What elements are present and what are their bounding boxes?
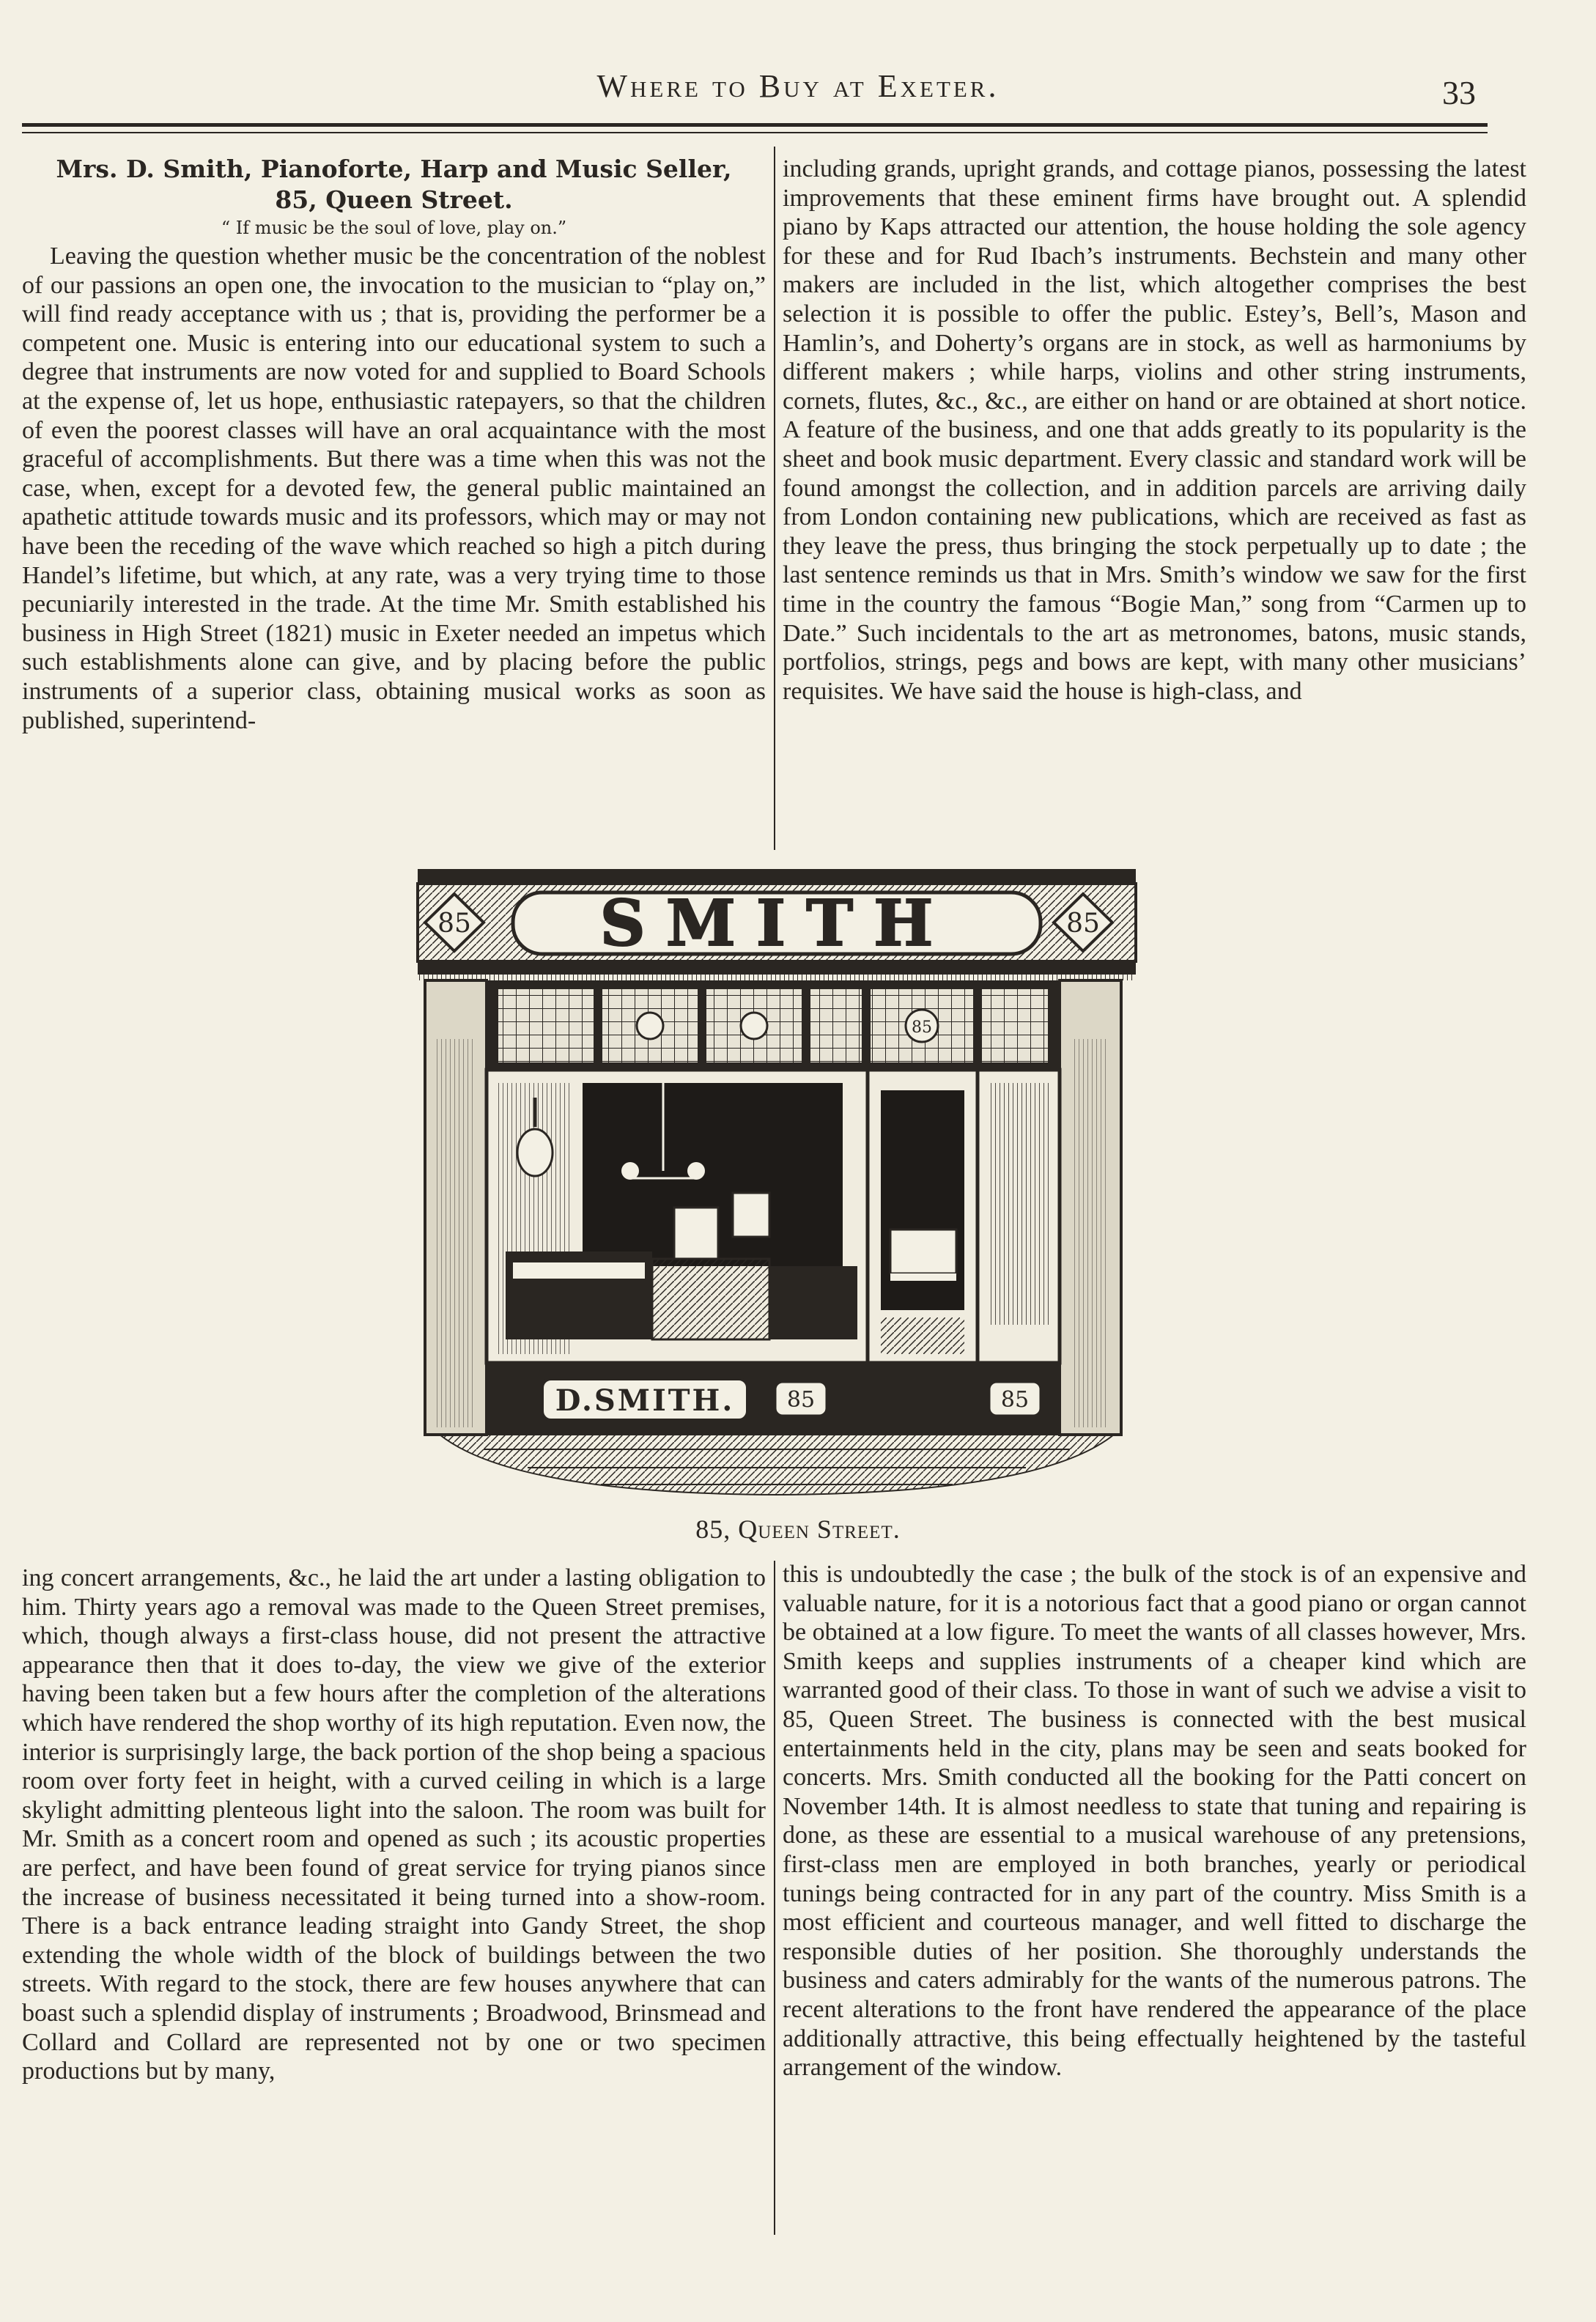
shopfront-illustration (410, 863, 1143, 1501)
svg-text:85: 85 (912, 1018, 932, 1037)
running-head: Where to Buy at Exeter. (596, 68, 1000, 104)
sign-text: SMITH (599, 887, 954, 961)
paragraph: Leaving the question whether music be the concentration of the noblest of our passions an open one, the invocation to the musician to “play on,” will find ready acceptance with us ; that is, providing the performer be a competent one. Music is entering into our educational system to such a degree that instruments are now voted for and supplied to Board Schools at the expense of, let us hope, enthusiastic ratepayers, so that the children of even the poorest classes will have an oral acquaintance with the most graceful of accomplishments. But there was a time when this was not the case, when, except for a devoted few, the general public maintained an apathetic attitude towards music and its professors, which may or may not have been the receding of the wave which reached so high a pitch during Handel’s lifetime, but which, at any rate, was a very trying time to those pecuniarily interested in the trade. At the time Mr. Smith established his business in High Street (1821) music in Exeter needed an impetus which such establishments alone can give, and by placing before the public instruments of a superior class, obtaining musical works as soon as published, superintend- (22, 243, 766, 734)
pavement (440, 1435, 1114, 1495)
svg-text:85: 85 (1066, 909, 1100, 939)
svg-text:85: 85 (437, 909, 471, 939)
svg-text:85: 85 (1000, 1387, 1030, 1413)
header-rule (22, 123, 1488, 127)
number-plate-door (989, 1382, 1041, 1416)
number-plate-step (775, 1382, 827, 1416)
header-rule-thin (22, 132, 1488, 133)
column-divider-top (774, 147, 775, 850)
paragraph: including grands, upright grands, and cottage pianos, possessing the latest improvements that these eminent firms have brought out. A splendid piano by Kaps attracted our attention, the house holding the sole agency for these and for Rud Ibach’s instruments. Bechstein and many other makers are included in the list, which altogether comprises the best selection it is possible to offer the public. Estey’s, Bell’s, Mason and Hamlin’s, and Doherty’s organs are in stock, as well as harmoniums by different makers ; while harps, violins and other string instruments, cornets, flutes, &c., &c., are either on hand or are obtained at short notice. A feature of the business, and one that adds greatly to its popularity is the sheet and book music department. Every classic and standard work will be found amongst the collection, and in addition parcels are arriving daily from London containing new publications, which are received as fast as they leave the press, thus bringing the stock perpetually up to date ; the last sentence reminds us that in Mrs. Smith’s window we saw for the first time in the country the famous “Bogie Man,” song from “Carmen up to Date.” Such incidentals to the art as metronomes, batons, music stands, portfolios, strings, pegs and bows are kept, with many other musicians’ requisites. We have said the house is high-class, and (783, 155, 1526, 705)
illustration-caption: 85, Queen Street. (695, 1515, 901, 1544)
fascia-text: D.SMITH. (555, 1383, 735, 1418)
svg-text:85: 85 (786, 1387, 816, 1413)
column-left-bottom (22, 1564, 766, 2086)
paragraph: ing concert arrangements, &c., he laid the art under a lasting obligation to him. Thirty years ago a removal was made to the Queen Street premises, which, though always a first-class house, did not present the attractive appearance then that it does to-day, the view we give of the exterior having been taken but a few hours after the completion of the alterations which have rendered the shop worthy of its high reputation. Even now, the interior is surprisingly large, the back portion of the shop being a spacious room over forty feet in height, with a curved ceiling in which is a large skylight admitting plenteous light into the saloon. The room was built for Mr. Smith as a concert room and opened as such ; its acoustic properties are perfect, and have been found of great service for trying pianos since the increase of business necessitated it being turned into a show-room. There is a back entrance leading straight into Gandy Street, the shop extending the whole width of the block of buildings between the two streets. With regard to the stock, there are few houses anywhere that can boast such a splendid display of instruments ; Broadwood, Brinsmead and Collard and Collard are represented not by one or two specimen productions but by many, (22, 1564, 766, 2085)
article-motto: “ If music be the soul of love, play on.” (221, 218, 567, 238)
page-number: 33 (1442, 74, 1476, 111)
column-divider-bottom (774, 1561, 775, 2235)
article-title-line1: Mrs. D. Smith, Pianoforte, Harp and Music Seller, (56, 155, 732, 183)
column-left-top (22, 154, 766, 735)
article-title-line2: 85, Queen Street. (275, 185, 513, 214)
paragraph: this is undoubtedly the case ; the bulk of the stock is of an expensive and valuable nature, for it is a notorious fact that a good piano or organ cannot be obtained at a low figure. To meet the wants of all classes however, Mrs. Smith keeps and supplies instruments of a cheaper kind which are warranted good of their class. To those in want of such we advise a visit to 85, Queen Street. The business is connected with the best musical entertainments held in the city, plans may be seen and seats booked for concerts. Mrs. Smith conducted all the booking for the Patti concert on November 14th. It is almost needless to state that tuning and repairing is done, as these are essential to a musical warehouse of any pretensions, first-class men are employed in both branches, yearly or periodical tunings being contracted for in any part of the country. Miss Smith is a most efficient and courteous manager, and well fitted to discharge the responsible duties of her position. She thoroughly understands the business and caters admirably for the wants of the numerous patrons. The recent alterations to the front have rendered the appearance of the place additionally attractive, this being effectually heightened by the tasteful arrangement of the window. (783, 1561, 1526, 2082)
column-right-bottom (783, 1560, 1526, 2082)
column-right-top (783, 155, 1526, 706)
article-title (22, 154, 766, 215)
